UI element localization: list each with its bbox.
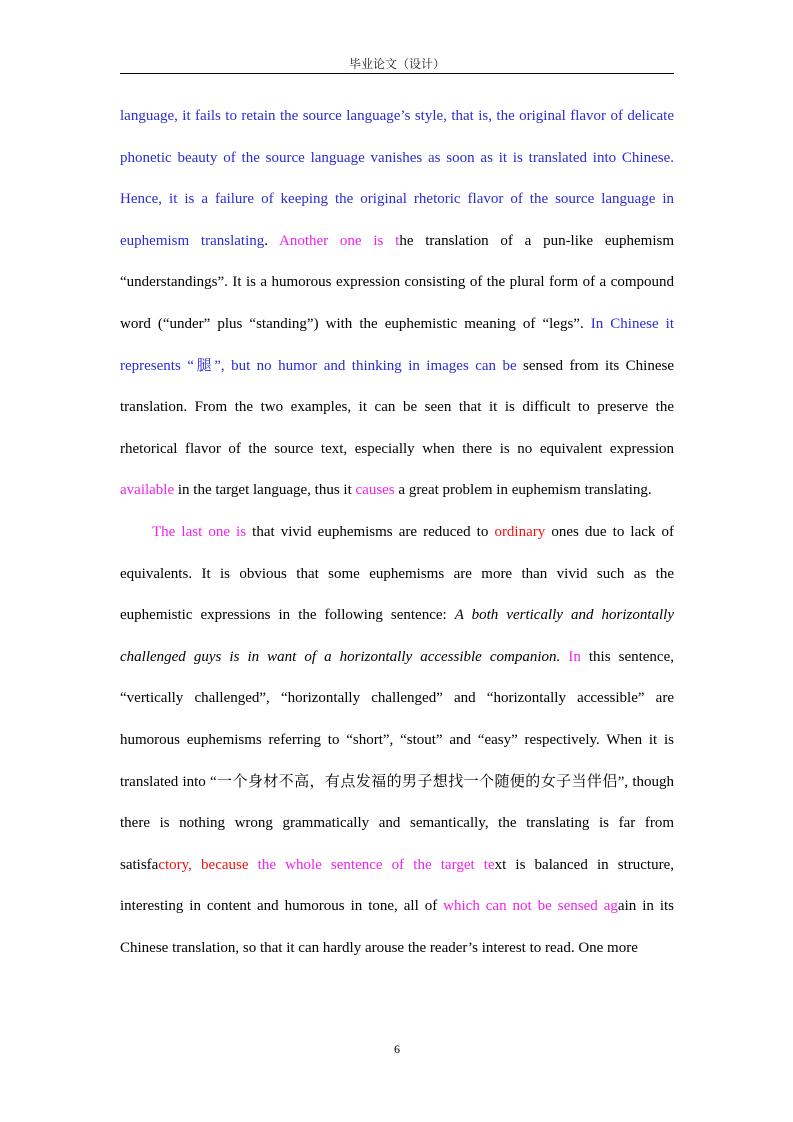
text-run: the whole sentence of the target te (257, 856, 495, 873)
text-run: he translation of a pun-like euphemism “understandings”. It is a humorous expression consisting of the plural form of a compound word (“under” plus “standing”) with the euphemistic meaning of “legs”. (120, 232, 674, 332)
text-run: ain in its Chinese translation, so that it can hardly arouse the reader’s interest to read. One more (120, 898, 674, 956)
page-header: 毕业论文（设计） (348, 57, 445, 71)
paragraph (120, 96, 674, 512)
text-run: xt is balanced in structure, interesting in content and humorous in tone, all of (120, 856, 675, 915)
text-run: available (120, 482, 175, 499)
text-run: sensed from its Chinese translation. From the two examples, it can be seen that it is difficult to preserve the rhetorical flavor of the source text, especially when there is no equivalent expression (120, 357, 674, 457)
text-run: The last one is (152, 523, 247, 540)
header-divider (120, 73, 674, 74)
body-text (120, 96, 674, 969)
text-run: language, it fails to retain the source language’s style, that is, the original flavor of delicate phonetic beauty of the source language vanishes as soon as it is translated into Chinese. Hence, it is a failure of keeping the original rhetoric flavor of the source language in euphemism translating (120, 108, 674, 249)
text-run: In (568, 648, 581, 665)
text-run: Another one is t (278, 232, 400, 249)
text-run: . (264, 232, 279, 249)
paragraph (120, 512, 674, 970)
text-run: ordinary (494, 523, 546, 540)
text-run: this sentence, “vertically challenged”, “horizontally challenged” and “horizontally accessible” are humorous euphemisms referring to “short”, “stout” and “easy” respectively. When it is translated into “一个身材不高，有点发福的男子想找一个随便的女子当伴侣”, though there is nothing wrong grammatically and semantically, the translating is far from satisfa (120, 648, 674, 873)
text-run: that vivid euphemisms are reduced to (246, 523, 495, 540)
text-run: a great problem in euphemism translating. (394, 482, 652, 499)
text-run: in the target language, thus it (174, 482, 356, 499)
text-run: ones due to lack of equivalents. It is obvious that some euphemisms are more than vivid such as the euphemistic expressions in the following sentence: (120, 523, 674, 624)
text-run: ctory, because (158, 856, 249, 873)
text-run: causes (355, 482, 395, 499)
text-run: which can not be sensed ag (443, 898, 618, 915)
page-number: 6 (394, 1042, 400, 1056)
text-run: In Chinese it represents “腿”, but no humor and thinking in images can be (120, 315, 674, 374)
text-run (249, 857, 258, 873)
text-run: A both vertically and horizontally challenged guys is in want of a horizontally accessible companion. (120, 607, 674, 665)
